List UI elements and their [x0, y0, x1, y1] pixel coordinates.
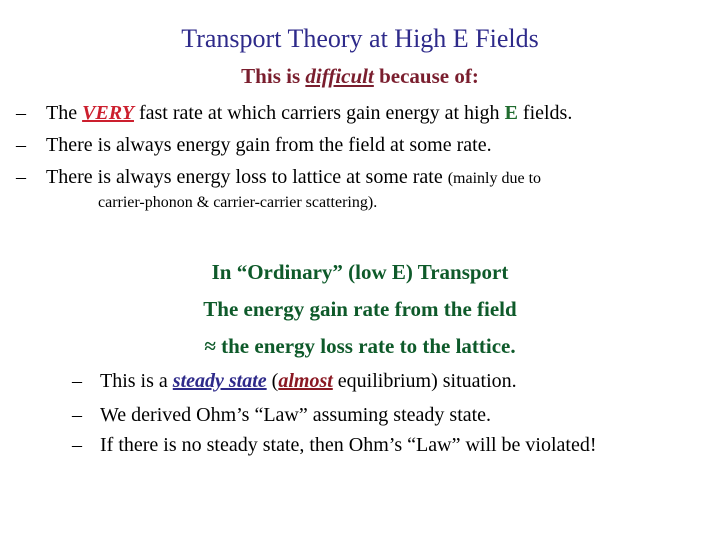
bullet-dash: –	[72, 370, 82, 392]
slide-subtitle	[0, 64, 720, 89]
bullet-1-pre: The	[46, 102, 83, 124]
bullet-5-text: We derived Ohm’s “Law” assuming steady state.	[100, 404, 492, 426]
ordinary-line-3: ≈ the energy loss rate to the lattice.	[204, 334, 516, 358]
bullet-4-steady: steady state	[172, 370, 267, 392]
bullet-2-text: There is always energy gain from the field at some rate.	[46, 134, 492, 156]
subtitle-suffix: because of:	[373, 64, 479, 88]
bullet-3-text	[46, 166, 541, 189]
bullet-4-text	[100, 370, 517, 393]
bullet-4-post: equilibrium) situation.	[332, 370, 517, 392]
bullet-dash: –	[72, 404, 82, 426]
bullet-4-pre: This is a	[100, 370, 173, 392]
bullet-dash: –	[72, 434, 82, 456]
subtitle-prefix: This is	[241, 64, 306, 88]
bullet-1-text	[46, 102, 572, 125]
bullet-4-almost: almost	[278, 370, 333, 392]
bullet-1-mid: fast rate at which carriers gain energy at high	[133, 102, 505, 124]
bullet-dash: –	[16, 134, 26, 156]
bullet-3-main: There is always energy loss to lattice at some rate	[46, 166, 448, 188]
bullet-1-post: fields.	[517, 102, 573, 124]
bullet-dash: –	[16, 166, 26, 188]
slide-title: Transport Theory at High E Fields	[181, 24, 539, 53]
bullet-1-very: VERY	[82, 102, 134, 124]
bullet-1-e: E	[504, 102, 518, 124]
bullet-3-small: (mainly due to	[447, 170, 542, 187]
subtitle-emphasis: difficult	[305, 64, 374, 88]
bullet-4-mid: (	[266, 370, 279, 392]
ordinary-line-1: In “Ordinary” (low E) Transport	[211, 260, 509, 284]
bullet-dash: –	[16, 102, 26, 124]
ordinary-line-2: The energy gain rate from the field	[203, 297, 517, 321]
bullet-6-text: If there is no steady state, then Ohm’s “Law” will be violated!	[100, 434, 597, 456]
bullet-3-continuation: carrier-phonon & carrier-carrier scattering).	[98, 194, 378, 211]
